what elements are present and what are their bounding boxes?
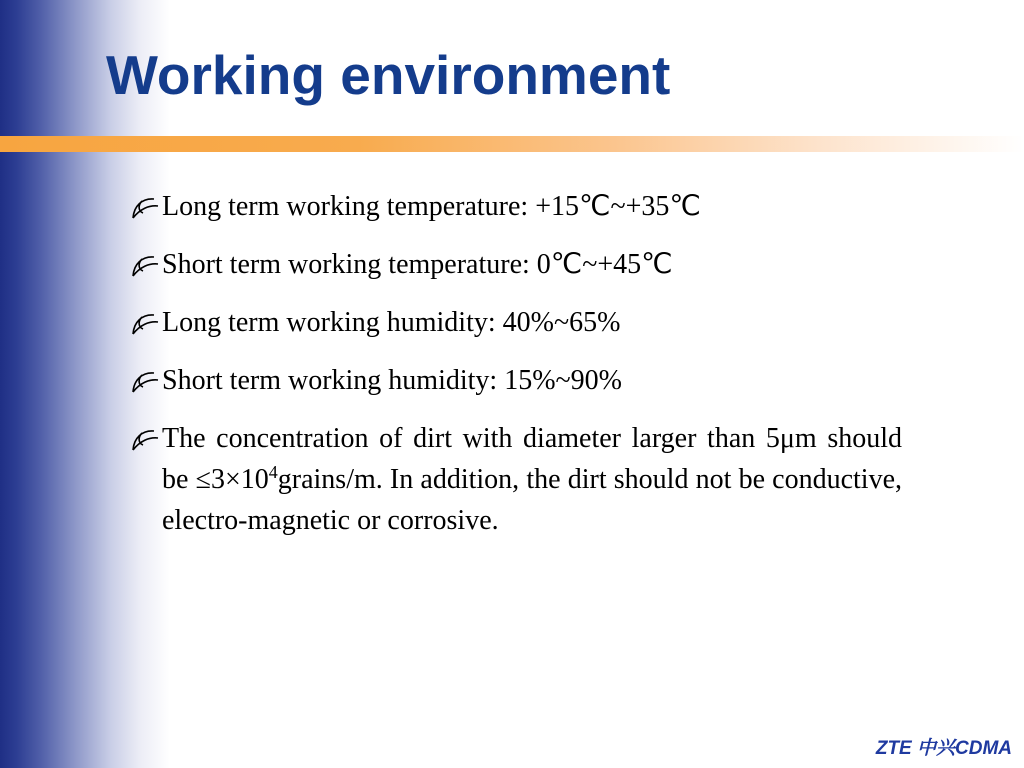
bullet-text: Long term working temperature: +15℃~+35℃ (162, 191, 701, 222)
bullet-item-3 (130, 302, 902, 343)
bullet-item-2 (130, 244, 902, 285)
bullet-text: Long term working humidity: 40%~65% (162, 307, 621, 338)
curl-bullet-icon (130, 195, 160, 221)
title-divider (0, 136, 1024, 152)
bullet-text: Short term working temperature: 0℃~+45℃ (162, 249, 673, 280)
bullet-list (130, 186, 902, 558)
bullet-text: Short term working humidity: 15%~90% (162, 365, 623, 396)
curl-bullet-icon (130, 311, 160, 337)
slide-title: Working environment (106, 44, 671, 106)
bullet-text-part-1: The concentration of dirt with diameter larger than 5μm should be ≤3×10 (162, 423, 902, 495)
curl-bullet-icon (130, 253, 160, 279)
bullet-item-1 (130, 186, 902, 227)
bullet-item-5 (130, 418, 902, 541)
curl-bullet-icon (130, 427, 160, 453)
bullet-text-part-2: grains/m. In addition, the dirt should not be conductive, electro-magnetic or corrosive. (162, 464, 903, 536)
footer-brand: ZTE 中兴CDMA (875, 738, 1012, 759)
bullet-item-4 (130, 360, 902, 401)
exponent-superscript: 4 (268, 462, 278, 482)
curl-bullet-icon (130, 369, 160, 395)
